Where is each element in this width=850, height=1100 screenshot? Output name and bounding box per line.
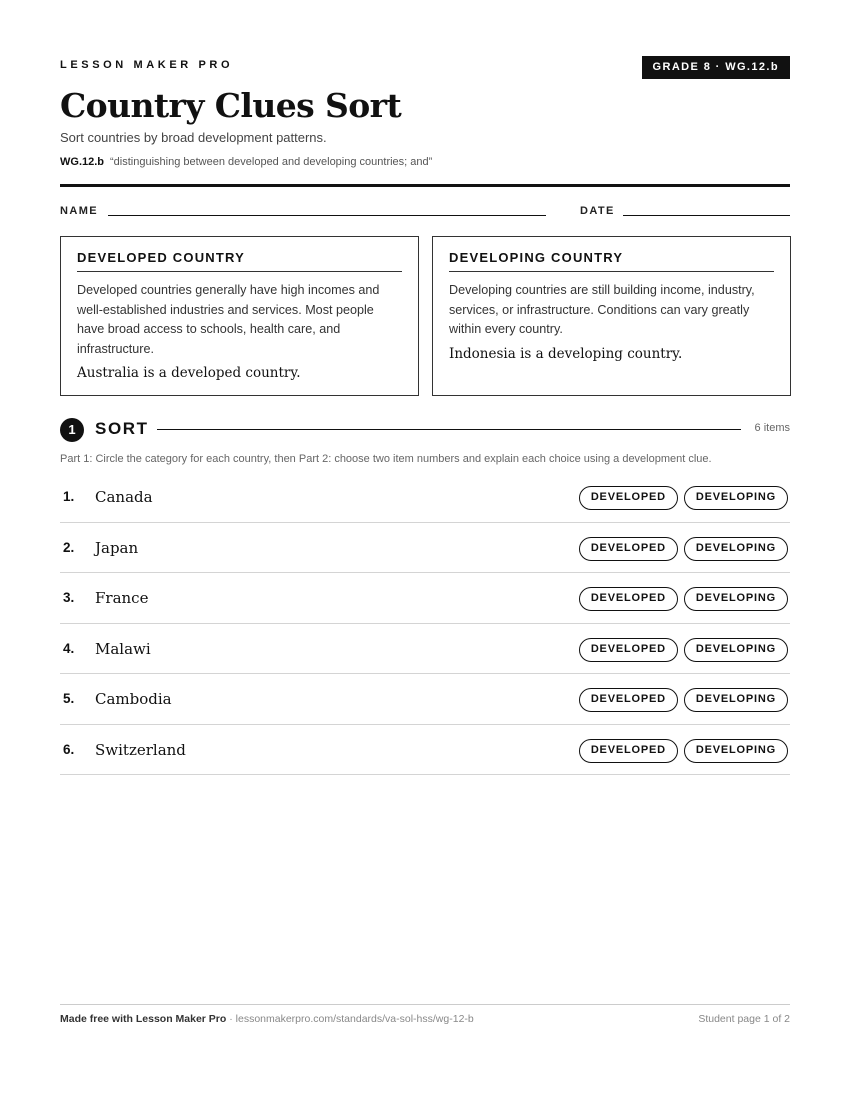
standard-text: “distinguishing between developed and developing countries; and” [110,156,433,168]
item-number: 2. [63,539,75,555]
choice-group [579,486,788,510]
section-divider [157,429,741,430]
name-field[interactable] [108,215,546,216]
developing-choice[interactable]: DEVELOPING [684,739,788,763]
brand-name: LESSON MAKER PRO [60,59,234,71]
choice-group [579,739,788,763]
footer-credit [60,1013,474,1025]
page-number: Student page 1 of 2 [698,1013,790,1025]
item-country: Canada [95,488,153,506]
item-number: 4. [63,640,75,656]
list-item [60,472,790,523]
item-number: 3. [63,590,75,605]
section-number: 1 [60,418,84,442]
item-count: 6 items [754,422,790,434]
item-number: 1. [63,489,75,504]
date-label: DATE [580,205,615,217]
choice-group [579,688,788,712]
developing-choice[interactable]: DEVELOPING [684,688,788,712]
instructions: Part 1: Circle the category for each country, then Part 2: choose two item numbers and explain each choice using a development clue. [60,453,712,465]
choice-group [579,537,788,561]
item-country: Switzerland [95,740,186,759]
list-item [60,523,790,574]
standard-code: WG.12.b [60,156,105,168]
list-item [60,573,790,624]
item-number: 6. [63,741,75,757]
footer-divider [60,1004,790,1005]
item-number: 5. [63,691,75,706]
header-divider [60,184,790,187]
section-title: SORT [95,419,149,438]
definition-example: Australia is a developed country. [77,365,301,381]
name-label: NAME [60,205,98,217]
developing-choice[interactable]: DEVELOPING [684,587,788,611]
definition-heading: DEVELOPED COUNTRY [77,250,402,272]
developed-choice[interactable]: DEVELOPED [579,587,678,611]
developed-choice[interactable]: DEVELOPED [579,688,678,712]
footer-url[interactable]: · lessonmakerpro.com/standards/va-sol-hss/wg-12-b [226,1013,474,1025]
developed-choice[interactable]: DEVELOPED [579,638,678,662]
definition-box-developing [432,236,791,396]
definition-box-developed [60,236,419,396]
choice-group [579,587,788,611]
list-item [60,725,790,776]
date-field[interactable] [623,215,790,216]
item-country: France [95,589,149,607]
standard-line [60,156,432,168]
item-country: Japan [95,538,139,557]
definition-body: Developed countries generally have high incomes and well-established industries and services. Most people have broad access to schools, health care, and infrastructure. [77,283,380,356]
list-item [60,674,790,725]
footer-made-with: Made free with Lesson Maker Pro [60,1013,227,1025]
developing-choice[interactable]: DEVELOPING [684,638,788,662]
choice-group [579,638,788,662]
definition-body: Developing countries are still building income, industry, services, or infrastructure. Conditions can vary greatly within every country. [449,283,755,336]
item-country: Cambodia [95,690,172,708]
sort-items-list [60,472,790,775]
definition-example: Indonesia is a developing country. [449,345,683,362]
grade-badge: GRADE 8 · WG.12.b [642,56,790,79]
definition-heading: DEVELOPING COUNTRY [449,250,774,272]
page-title: Country Clues Sort [60,86,402,125]
developed-choice[interactable]: DEVELOPED [579,486,678,510]
developed-choice[interactable]: DEVELOPED [579,739,678,763]
item-country: Malawi [95,639,151,658]
list-item [60,624,790,675]
page-subtitle: Sort countries by broad development patterns. [60,130,327,145]
developed-choice[interactable]: DEVELOPED [579,537,678,561]
developing-choice[interactable]: DEVELOPING [684,486,788,510]
developing-choice[interactable]: DEVELOPING [684,537,788,561]
header-top [60,56,790,80]
